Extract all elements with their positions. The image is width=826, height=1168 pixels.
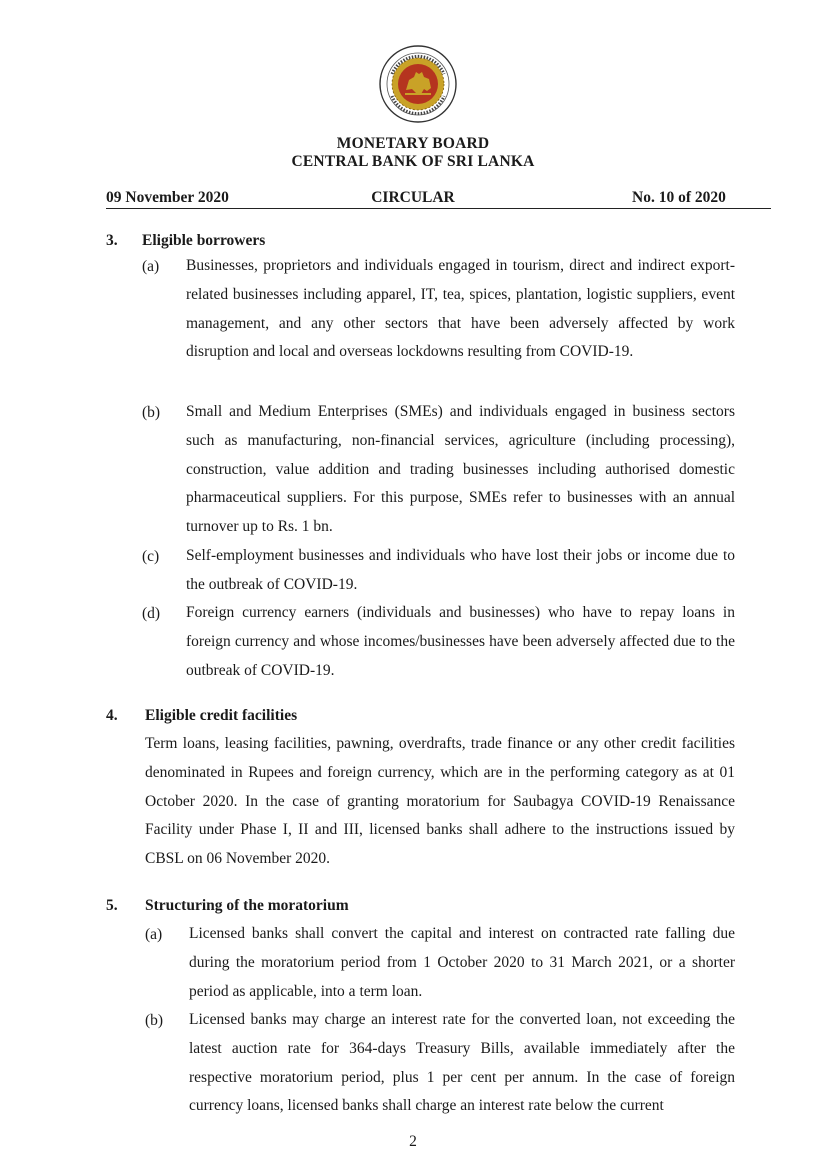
item-3b-label: (b) (142, 404, 161, 421)
section-4-number: 4. (106, 707, 118, 724)
item-5b-label: (b) (145, 1012, 164, 1029)
section-5-number: 5. (106, 897, 118, 914)
circular-date: 09 November 2020 (106, 189, 229, 206)
header-line-2: CENTRAL BANK OF SRI LANKA (291, 153, 535, 170)
section-3-number: 3. (106, 232, 118, 249)
item-3a-label: (a) (142, 258, 160, 275)
item-5a-text: Licensed banks shall convert the capital and interest on contracted rate falling due during the moratorium period from 1 October 2020 to 31 March 2021, or a shorter period as applicable, into a term loan. (189, 925, 735, 1000)
item-3d-text: Foreign currency earners (individuals and businesses) who have to repay loans in foreign currency and whose incomes/businesses have been adversely affected due to the outbreak of COVID-19. (186, 604, 735, 679)
section-4-body: Term loans, leasing facilities, pawning, overdrafts, trade finance or any other credit facilities denominated in Rupees and foreign currency, which are in the performing category as at 01 October 2020. In the case of granting moratorium for Saubagya COVID-19 Renaissance Facility under Phase I, II and III, licensed banks shall adhere to the instructions issued by CBSL on 06 November 2020. (145, 735, 735, 868)
central-bank-seal-icon (378, 44, 458, 124)
header-rule (106, 208, 771, 209)
item-3d-label: (d) (142, 605, 161, 622)
page-number: 2 (409, 1133, 417, 1150)
item-3c-label: (c) (142, 548, 160, 565)
header-line-1: MONETARY BOARD (336, 135, 490, 152)
section-3-title: Eligible borrowers (142, 232, 266, 249)
circular-number: No. 10 of 2020 (632, 189, 726, 206)
item-5b-text: Licensed banks may charge an interest rate for the converted loan, not exceeding the latest auction rate for 364-days Treasury Bills, available immediately after the respective moratorium period, plus 1 per cent per annum. In the case of foreign currency loans, licensed banks shall charge an interest rate below the current (189, 1011, 735, 1115)
circular-label: CIRCULAR (371, 189, 455, 206)
item-5a-label: (a) (145, 926, 163, 943)
item-3a-text: Businesses, proprietors and individuals engaged in tourism, direct and indirect export-related businesses including apparel, IT, tea, spices, plantation, logistic suppliers, event management, and any other sectors that have been adversely affected by work disruption and local and overseas lockdowns resulting from COVID-19. (186, 257, 735, 361)
item-3b-text: Small and Medium Enterprises (SMEs) and individuals engaged in business sectors such as manufacturing, non-financial services, agriculture (including processing), construction, value addition and trading businesses including authorised domestic pharmaceutical suppliers. For this purpose, SMEs refer to businesses with an annual turnover up to Rs. 1 bn. (186, 403, 735, 536)
section-4-title: Eligible credit facilities (145, 707, 298, 724)
section-5-title: Structuring of the moratorium (145, 897, 349, 914)
item-3c-text: Self-employment businesses and individuals who have lost their jobs or income due to the outbreak of COVID-19. (186, 547, 735, 593)
